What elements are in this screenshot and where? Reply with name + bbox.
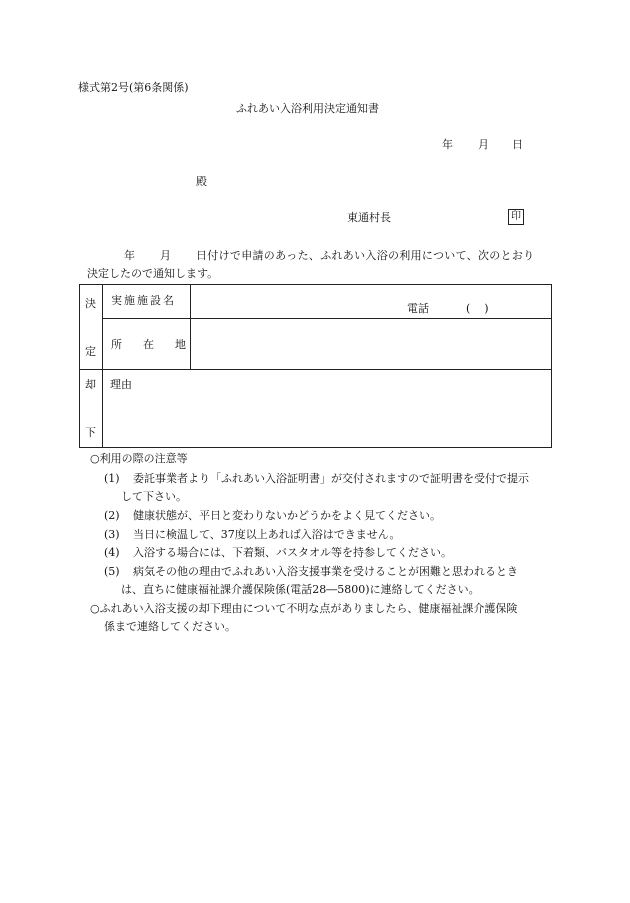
issuer-name: 東通村長 — [347, 211, 391, 224]
note-number: (1) — [104, 472, 120, 485]
intro-month: 月 — [160, 249, 171, 262]
phone-label: 電話 — [407, 302, 429, 315]
intro-year: 年 — [124, 249, 135, 262]
reason-label: 理由 — [110, 378, 132, 391]
form-number: 様式第2号(第6条関係) — [78, 81, 189, 94]
date-month: 月 — [478, 138, 489, 151]
note-text-continued: して下さい。 — [121, 490, 187, 503]
facility-name-label: 実施施設名 — [111, 294, 176, 307]
phone-parentheses: ( ) — [466, 302, 489, 315]
note-text: 当日に検温して、37度以上あれば入浴はできません。 — [133, 528, 401, 541]
note-text: 健康状態が、平日と変わりないかどうかをよく見てください。 — [133, 509, 441, 522]
note-number: (4) — [104, 546, 120, 559]
decision-label-top: 決 — [85, 297, 96, 310]
note-number: (2) — [104, 509, 120, 522]
address-label-3: 地 — [175, 338, 186, 351]
note-number: (5) — [104, 565, 120, 578]
note-text: 病気その他の理由でふれあい入浴支援事業を受けることが困難と思われるとき — [133, 565, 518, 578]
intro-line-1: 日付けで申請のあった、ふれあい入浴の利用について、次のとおり — [196, 249, 535, 262]
seal-mark: 印 — [508, 209, 524, 225]
note-text: 委託事業者より「ふれあい入浴証明書」が交付されますので証明書を受付で提示 — [133, 472, 529, 485]
date-year: 年 — [442, 138, 453, 151]
document-title: ふれあい入浴利用決定通知書 — [236, 102, 379, 115]
date-day: 日 — [512, 138, 523, 151]
address-label-2: 在 — [143, 338, 154, 351]
intro-line-2: 決定したので通知します。 — [87, 267, 219, 280]
reject-label-top: 却 — [85, 378, 96, 391]
address-label-1: 所 — [111, 338, 122, 351]
note-text-continued: は、直ちに健康福祉課介護保険係(電話28―5800)に連絡してください。 — [121, 583, 480, 596]
addressee-suffix: 殿 — [196, 175, 207, 188]
notes-heading: ○利用の際の注意等 — [90, 452, 188, 465]
reject-label-bottom: 下 — [85, 426, 96, 439]
footer-note-line-1: ○ふれあい入浴支援の却下理由について不明な点がありましたら、健康福祉課介護保険 — [90, 602, 518, 615]
decision-label-bottom: 定 — [85, 345, 96, 358]
note-text: 入浴する場合には、下着類、バスタオル等を持参してください。 — [133, 546, 452, 559]
note-number: (3) — [104, 528, 120, 541]
footer-note-line-2: 係まで連絡してください。 — [104, 620, 236, 633]
